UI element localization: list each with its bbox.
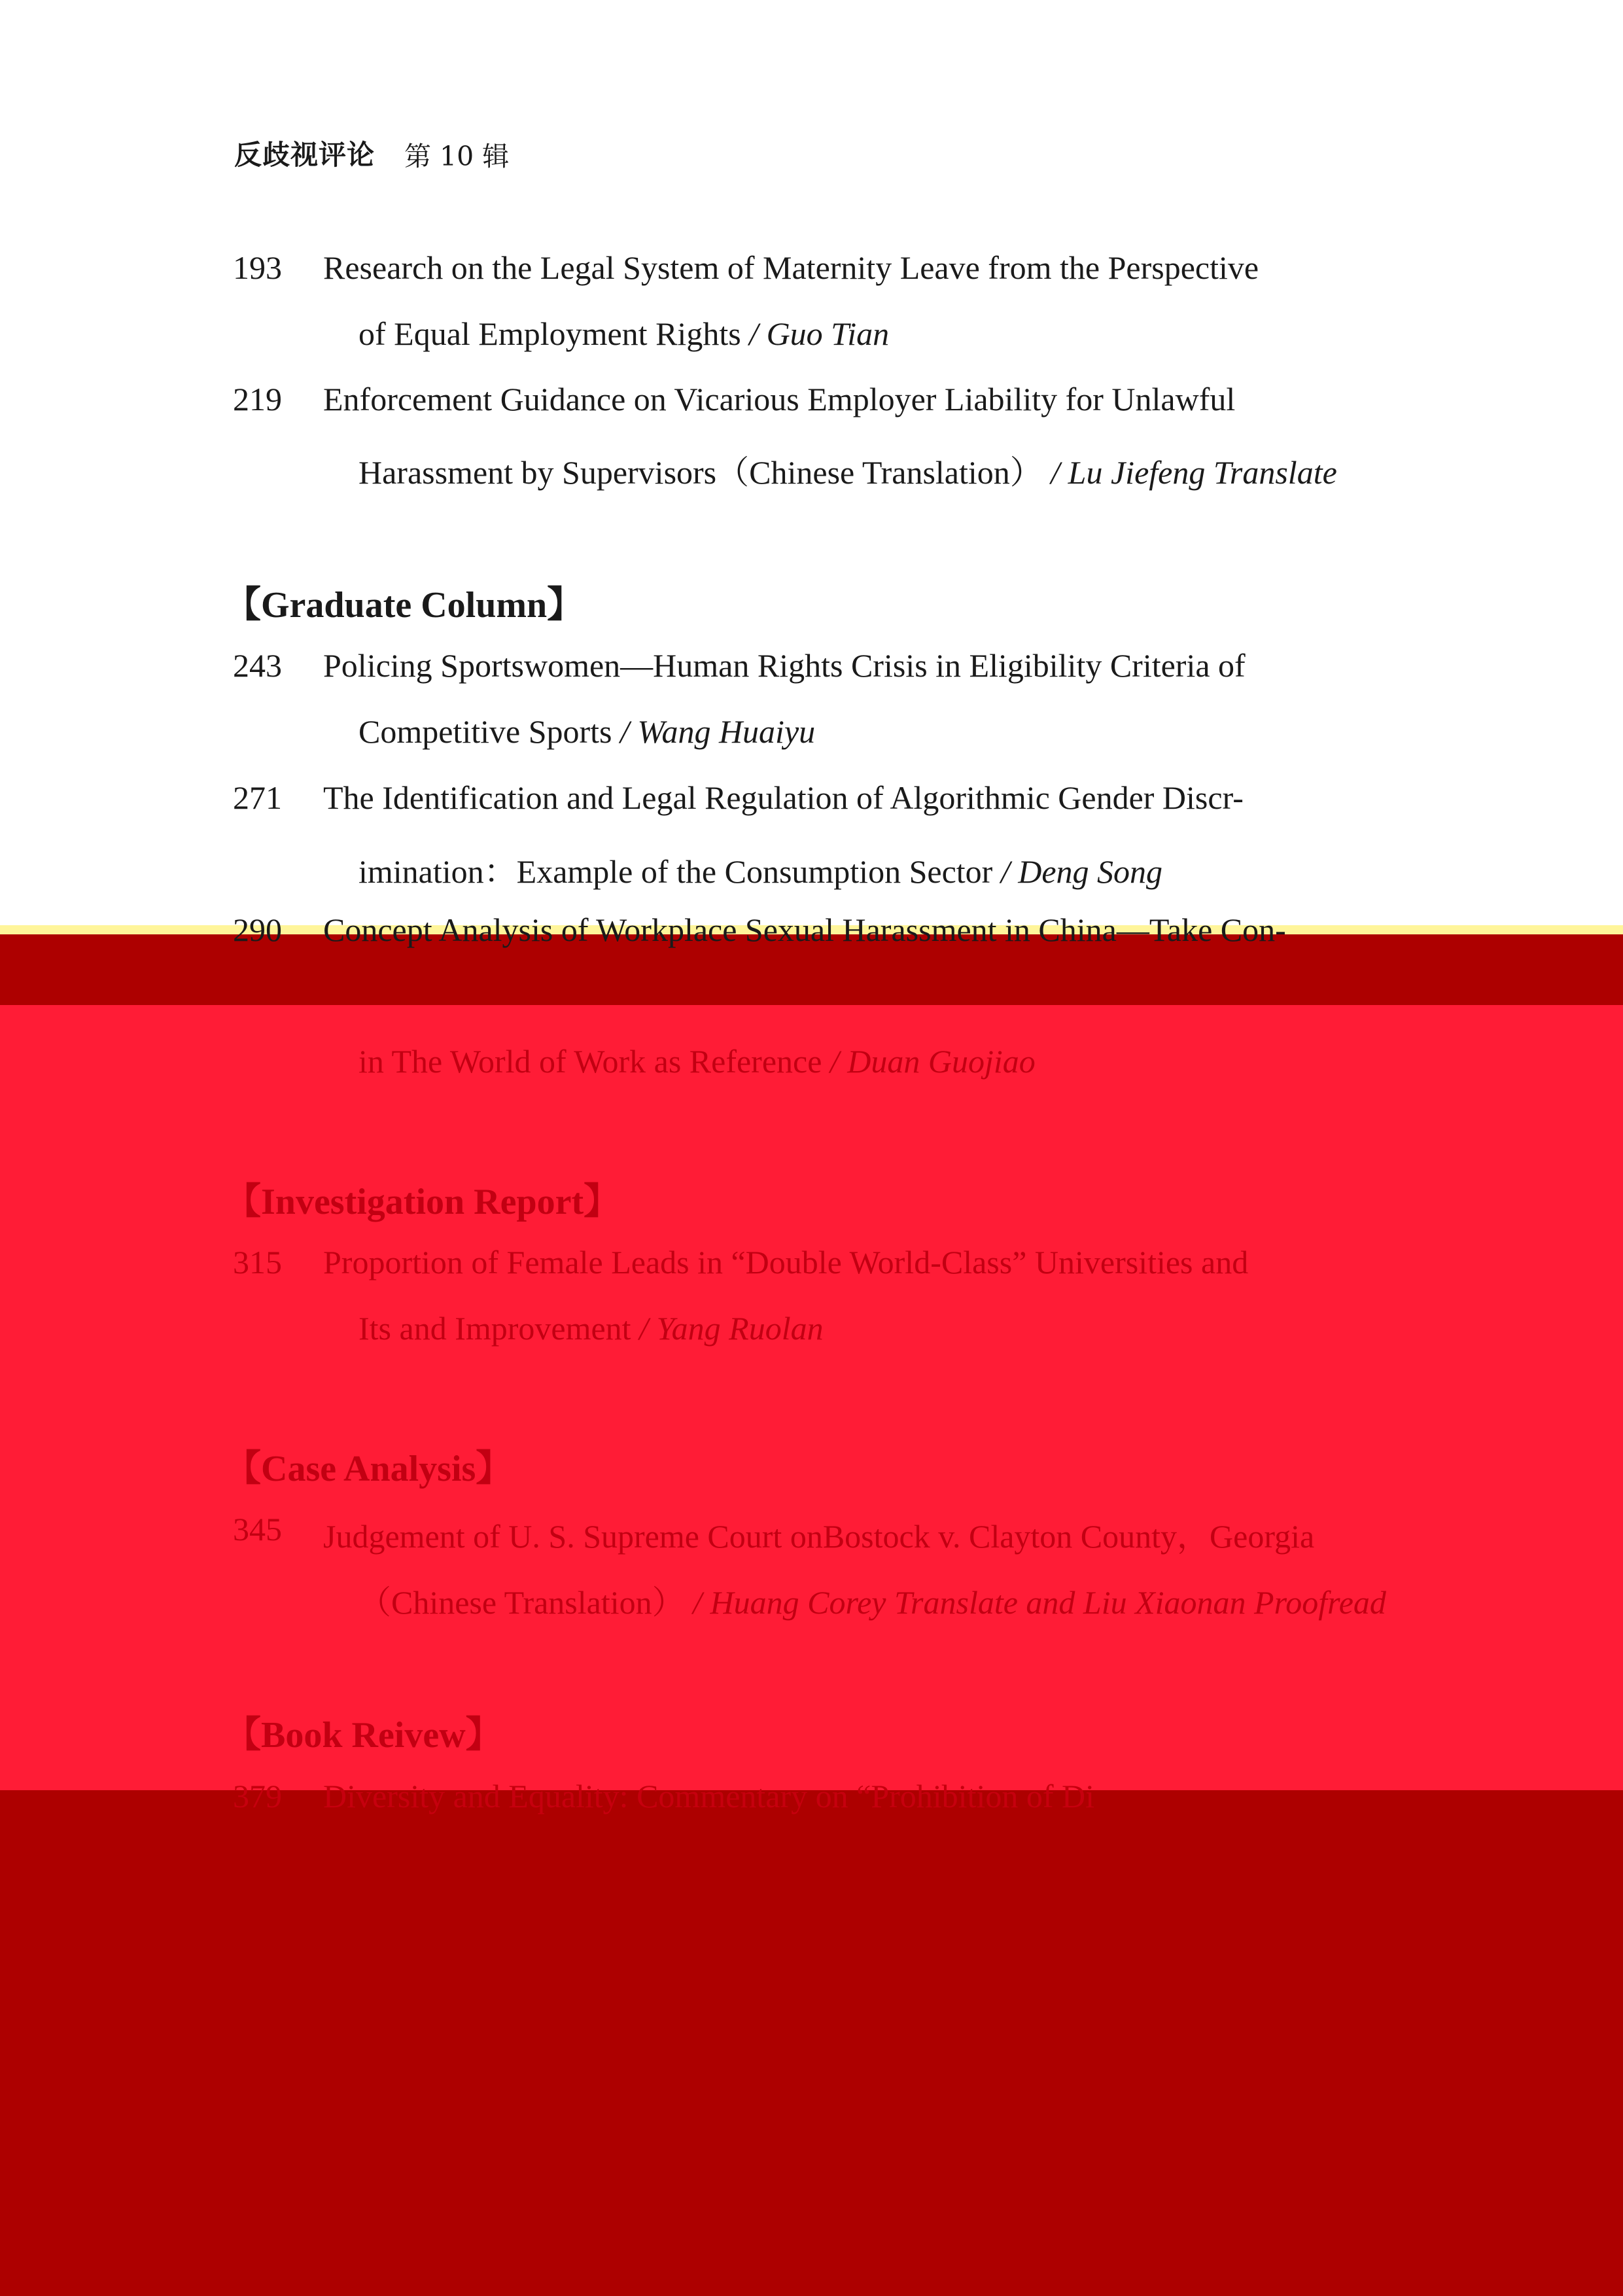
section-heading-investigation-report: 【Investigation Report】	[224, 1182, 621, 1222]
toc-entry-title-text: （Chinese Translation）	[358, 1584, 685, 1621]
toc-page-number: 290	[233, 911, 282, 948]
journal-title: 反歧视评论	[234, 139, 375, 171]
toc-entry-title-continued	[358, 446, 1337, 493]
toc-page-number: 219	[233, 381, 282, 417]
issue-number: 第 10 辑	[404, 141, 510, 172]
toc-entry-author: / Deng Song	[1000, 853, 1163, 890]
toc-entry-title-continued	[358, 1576, 1386, 1623]
toc-page-number: 243	[233, 647, 282, 684]
toc-entry-title-text: Harassment by Supervisors（Chinese Translation）	[358, 454, 1043, 491]
toc-entry-title: The Identification and Legal Regulation of Algorithmic Gender Discr-	[323, 779, 1244, 816]
toc-entry-title-text: in The World of Work as Reference	[358, 1043, 822, 1080]
toc-entry-title-text: of Equal Employment Rights	[358, 315, 741, 352]
toc-entry-title: Research on the Legal System of Maternity Leave from the Perspective	[323, 249, 1259, 286]
toc-page-number: 315	[233, 1244, 282, 1280]
section-heading-case-analysis: 【Case Analysis】	[224, 1449, 513, 1489]
toc-entry-title: Policing Sportswomen—Human Rights Crisis in Eligibility Criteria of	[323, 647, 1246, 684]
toc-entry-title: Judgement of U. S. Supreme Court onBostock v. Clayton County，Georgia	[323, 1518, 1315, 1555]
toc-entry-title-text: Its and Improvement	[358, 1310, 631, 1347]
toc-entry-title-text: Competitive Sports	[358, 713, 612, 750]
toc-entry-title: Diversity and Equality: Commentary on “Prohibition of Di	[323, 1778, 1095, 1814]
toc-entry-author: / Yang Ruolan	[639, 1310, 824, 1347]
section-heading-graduate-column: 【Graduate Column】	[224, 585, 584, 626]
toc-entry-title: Enforcement Guidance on Vicarious Employer Liability for Unlawful	[323, 381, 1236, 417]
toc-entry-author: / Lu Jiefeng Translate	[1051, 454, 1337, 491]
toc-entry-title-continued	[358, 1042, 1036, 1080]
toc-entry-title-continued	[358, 713, 815, 751]
red-overlay-band	[0, 1005, 1623, 1790]
toc-entry-author: / Duan Guojiao	[829, 1043, 1036, 1080]
toc-entry-title-continued	[358, 845, 1162, 892]
toc-entry-author: / Wang Huaiyu	[620, 713, 816, 750]
toc-entry-title: Proportion of Female Leads in “Double World-Class” Universities and	[323, 1244, 1249, 1280]
toc-page-number: 379	[233, 1778, 282, 1814]
dark-red-glitch-band-bottom	[0, 1790, 1623, 2296]
toc-entry-author: / Huang Corey Translate and Liu Xiaonan Proofread	[693, 1584, 1386, 1621]
toc-entry-title-continued	[358, 1309, 824, 1347]
toc-page-number: 345	[233, 1511, 282, 1547]
toc-entry-title-continued	[358, 315, 889, 353]
toc-entry-title: Concept Analysis of Workplace Sexual Harassment in China—Take Con-	[323, 911, 1286, 948]
toc-entry-author: / Guo Tian	[749, 315, 890, 352]
toc-entry-title-text: imination：Example of the Consumption Sector	[358, 853, 993, 890]
toc-page-number: 271	[233, 779, 282, 816]
toc-page-number: 193	[233, 249, 282, 286]
section-heading-book-review: 【Book Reivew】	[224, 1715, 502, 1756]
